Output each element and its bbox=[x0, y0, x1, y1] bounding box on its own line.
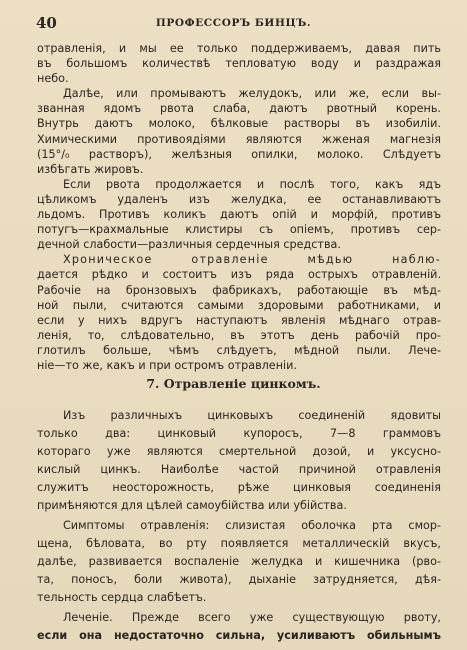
page-header bbox=[0, 12, 467, 34]
text-line: Хроническое отравленіе мѣдью наблю- bbox=[63, 253, 441, 266]
text-line: ленія, то, слѣдовательно, въ этотъ день рабочій про- bbox=[37, 329, 441, 342]
page-number: 40 bbox=[36, 14, 57, 32]
running-title: ПРОФЕССОРЪ БИНЦЪ. bbox=[155, 17, 312, 29]
text-line: Если рвота продолжается и послѣ того, какъ ядъ bbox=[63, 178, 441, 191]
text-line: Леченіе. Прежде всего уже существующую рвоту, bbox=[63, 611, 441, 624]
text-line: служитъ неосторожность, рѣже цинковыя соединенія bbox=[37, 481, 441, 494]
text-line: отравленія, и мы ее только поддерживаемъ, давая пить bbox=[37, 42, 441, 55]
text-line: далѣе, развивается воспаленіе желудка и кишечника (рво- bbox=[37, 555, 441, 568]
text-line: тельность сердца слабѣетъ. bbox=[37, 591, 207, 604]
text-line: только два: цинковый купоросъ, 7—8 граммовъ bbox=[37, 427, 441, 440]
text-line: Рабочіе на бронзовыхъ фабрикахъ, работающіе въ мѣд- bbox=[37, 284, 441, 297]
text-line: Химическими противоядіями являются жженая магнезія bbox=[37, 133, 441, 146]
text-line: глотилъ больше, чѣмъ слѣдуетъ, мѣдной пыли. Лече- bbox=[37, 344, 441, 357]
text-line: кислый цинкъ. Наиболѣе частой причиной отравленія bbox=[37, 463, 441, 476]
text-line: небо. bbox=[37, 72, 69, 85]
section-title: 7. Отравленіе цинкомъ. bbox=[146, 376, 321, 391]
text-line: дечной слабости—различныя сердечныя средства. bbox=[37, 238, 341, 251]
text-line: если у нихъ вдругъ наступаютъ явленія мѣднаго отрав- bbox=[37, 314, 441, 327]
text-line: цѣликомъ удаленъ изъ желудка, ее останавливаютъ bbox=[37, 193, 441, 206]
text-line: (15°/₀ растворъ), желѣзныя опилки, молоко. Слѣдуетъ bbox=[37, 148, 441, 161]
text-line: ніе—то же, какъ и при остромъ отравленіи. bbox=[37, 359, 297, 372]
text-line: потугъ—крахмальные клистиры съ опіемъ, противъ сер- bbox=[37, 223, 441, 236]
text-line: избѣгать жировъ. bbox=[37, 163, 144, 176]
text-line: званная ядомъ рвота слаба, даютъ рвотный корень. bbox=[37, 102, 441, 115]
text-line: Внутрь даютъ молоко, бѣлковые растворы въ изобиліи. bbox=[37, 117, 441, 130]
text-line: дается рѣдко и состоитъ изъ ряда острыхъ отравленій. bbox=[37, 268, 441, 281]
text-line: если она недостаточно сильна, усиливаютъ обильнымъ bbox=[37, 629, 441, 642]
text-line: Симптомы отравленія: слизистая оболочка рта смор- bbox=[63, 519, 441, 532]
text-line: щена, бѣловата, во рту появляется металлическій вкусъ, bbox=[37, 537, 441, 550]
text-line: та, поносъ, боли живота), дыханіе затрудняется, дѣя- bbox=[37, 573, 441, 586]
text-line: котораго уже являются смертельной дозой, и уксусно- bbox=[37, 445, 441, 458]
text-line: Изъ различныхъ цинковыхъ соединеній ядовиты bbox=[63, 409, 441, 422]
text-line: льдомъ. Противъ коликъ даютъ опій и морфій, противъ bbox=[37, 208, 441, 221]
text-line: примѣняются для цѣлей самоубійства или убійства. bbox=[37, 499, 347, 512]
text-line: Далѣе, или промываютъ желудокъ, или же, если вы- bbox=[63, 87, 441, 100]
text-line: въ большомъ количествѣ тепловатую воду и раздражая bbox=[37, 57, 441, 70]
text-line: ной пыли, считаются самыми здоровыми работниками, и bbox=[37, 299, 441, 312]
